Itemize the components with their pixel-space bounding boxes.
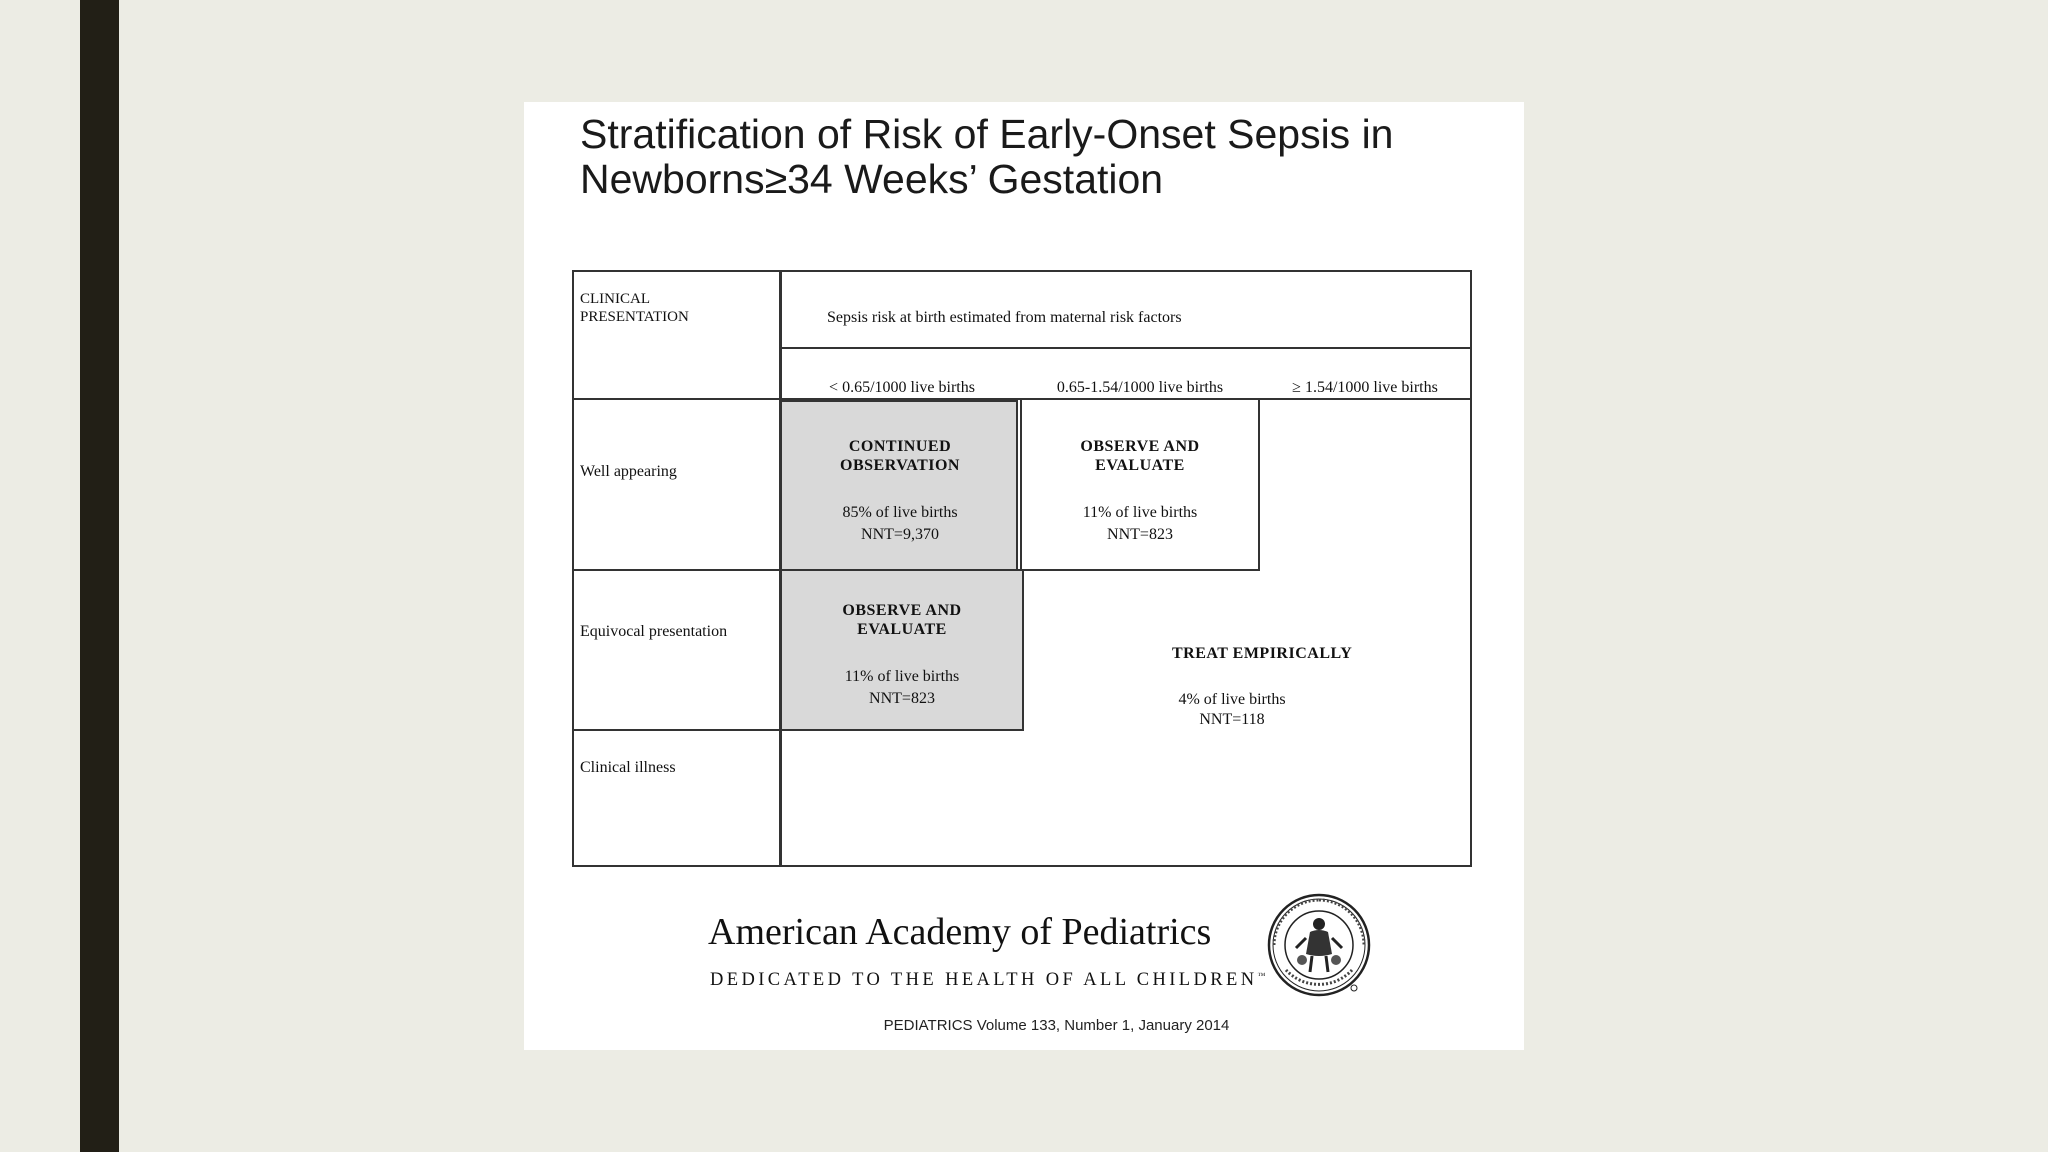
observe-evaluate-left-percent: 11% of live births	[844, 668, 960, 685]
row-label-well-appearing: Well appearing	[580, 463, 677, 480]
risk-column-low: < 0.65/1000 live births	[829, 379, 975, 396]
corner-header-line-1: CLINICAL	[580, 291, 650, 307]
row1-bottom-left-line	[572, 569, 780, 571]
observe-evaluate-left-heading-line-2: EVALUATE	[857, 621, 947, 638]
continued-observation-heading-line-2: OBSERVATION	[840, 457, 960, 474]
journal-citation: PEDIATRICS Volume 133, Number 1, January 2014	[883, 1017, 1230, 1034]
observe-evaluate-left-heading-line-1: OBSERVE AND	[842, 602, 962, 619]
observe-evaluate-top-border	[1022, 398, 1260, 571]
treat-empirically-percent: 4% of live births	[1178, 691, 1286, 708]
row-label-clinical-illness: Clinical illness	[580, 759, 676, 776]
observe-evaluate-top-percent: 11% of live births	[1082, 504, 1198, 521]
tagline-text: DEDICATED TO THE HEALTH OF ALL CHILDREN	[710, 970, 1258, 990]
risk-stratification-table	[572, 270, 1472, 867]
continued-observation-heading-line-1: CONTINUED	[848, 438, 952, 455]
risk-header-divider	[780, 347, 1472, 349]
title-line-1: Stratification of Risk of Early-Onset Sepsis in	[580, 111, 1394, 157]
continued-observation-percent: 85% of live births	[842, 504, 958, 521]
organization-name: American Academy of Pediatrics	[708, 911, 1212, 953]
continued-observation-nnt: NNT=9,370	[861, 526, 939, 543]
treat-empirically-nnt: NNT=118	[1199, 711, 1265, 728]
row2-bottom-left-line	[572, 729, 780, 731]
aap-seal-logo	[1266, 892, 1372, 998]
observe-evaluate-left-box	[780, 569, 1024, 731]
observe-evaluate-left-heading	[782, 601, 1022, 639]
continued-observation-heading	[780, 437, 1020, 475]
risk-header: Sepsis risk at birth estimated from maternal risk factors	[827, 309, 1182, 326]
corner-header-line-2: PRESENTATION	[580, 309, 689, 325]
organization-tagline	[710, 970, 1265, 991]
slide-title	[580, 112, 1393, 202]
observe-evaluate-top-heading-line-1: OBSERVE AND	[1080, 438, 1200, 455]
title-line-2: Newborns≥34 Weeks’ Gestation	[580, 156, 1164, 202]
corner-header	[580, 290, 689, 326]
treat-empirically-heading: TREAT EMPIRICALLY	[1172, 645, 1353, 662]
risk-column-high: ≥ 1.54/1000 live births	[1292, 379, 1438, 396]
continued-observation-cell	[780, 398, 1022, 571]
row-label-equivocal: Equivocal presentation	[580, 623, 728, 640]
left-accent-bar	[80, 0, 119, 1152]
observe-evaluate-top-heading-line-2: EVALUATE	[1095, 457, 1185, 474]
risk-column-mid: 0.65-1.54/1000 live births	[1056, 379, 1224, 396]
observe-evaluate-left-nnt: NNT=823	[869, 690, 935, 707]
slide-figure	[524, 102, 1524, 1050]
observe-evaluate-top-nnt: NNT=823	[1107, 526, 1173, 543]
trademark-mark: ™	[1257, 970, 1266, 980]
